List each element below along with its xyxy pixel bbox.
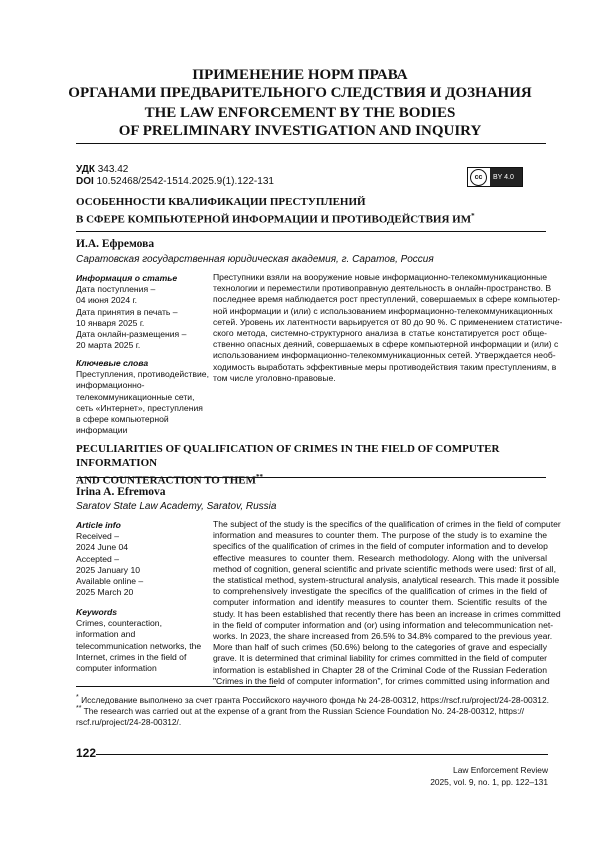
en-abstract-line: specifics of the qualification of crimes in the field of computer information and to develop [213, 541, 547, 552]
section-title-en-line1: THE LAW ENFORCEMENT BY THE BODIES [0, 104, 600, 122]
ru-article-title-line2: В СФЕРЕ КОМПЬЮТЕРНОЙ ИНФОРМАЦИИ И ПРОТИВОДЕЙСТВИЯ ИМ [76, 214, 471, 226]
ru-abstract-line: ского метода, системно-структурного анализа в статье констатируется рост обще- [213, 328, 547, 339]
ru-title-divider [76, 231, 546, 232]
section-title-ru-line1: ПРИМЕНЕНИЕ НОРМ ПРАВА [0, 66, 600, 84]
doi-value[interactable]: 10.52468/2542-1514.2025.9(1).122-131 [97, 176, 274, 187]
ru-keywords-line: информационно- [76, 380, 204, 391]
en-abstract-line: More than half of such crimes (50.6%) belong to the categories of grave and especially [213, 642, 547, 653]
doi-label: DOI [76, 176, 94, 187]
en-abstract-line: method of cognition, general scientific and private scientific methods were used: first of all, [213, 564, 547, 575]
en-abstract-line: works. In 2023, the share increased from 26.5% to 34.8% compared to the previous year. [213, 631, 547, 642]
license-label: BY 4.0 [490, 168, 522, 186]
en-footnote-ref[interactable]: ** [256, 473, 263, 481]
en-keywords-line: information and [76, 629, 204, 640]
ru-abstract-line: ной информации и (или) с использованием информационно-телекоммуникационных [213, 306, 547, 317]
udk-value: 343.42 [98, 164, 129, 175]
footnote-divider [76, 686, 276, 687]
en-info-line: Received – [76, 531, 204, 542]
ru-info-line: 20 марта 2025 г. [76, 340, 204, 351]
footnote-ru-text: Исследование выполнено за счет гранта Российского научного фонда № 24-28-00312, https://rscf.ru/project/24-28-00312. [81, 695, 549, 705]
journal-issue: 2025, vol. 9, no. 1, pp. 122–131 [430, 777, 548, 788]
article-page [0, 0, 600, 848]
ru-keywords [76, 358, 204, 436]
en-info-line: Accepted – [76, 554, 204, 565]
ru-abstract-line: том числе уголовно-правовые. [213, 373, 547, 384]
en-abstract-line: "Crimes in the field of computer information", for crimes committed using information and [213, 676, 547, 687]
ru-abstract [213, 272, 547, 384]
en-affiliation: Saratov State Law Academy, Saratov, Russia [76, 501, 276, 512]
ru-info-line: Дата принятия в печать – [76, 307, 204, 318]
ru-abstract-line: использованием информационно-телекоммуникационных сетей. Утверждается необ- [213, 350, 547, 361]
ru-abstract-line: последнее время наблюдается рост преступлений, совершаемых в сфере компьютер- [213, 294, 547, 305]
en-article-title-line1: PECULIARITIES OF QUALIFICATION OF CRIMES IN THE FIELD OF COMPUTER INFORMATION [76, 442, 546, 470]
en-keywords [76, 607, 204, 674]
ru-footnote-ref[interactable]: * [471, 212, 475, 220]
en-abstract-line: The subject of the study is the specifics of the qualification of crimes in the field of computer [213, 519, 547, 530]
footnote-ru-mark: * [76, 694, 79, 701]
en-article-info [76, 520, 204, 598]
en-abstract-line: study. It has been established that recently there has been an increase in crimes committed [213, 609, 547, 620]
ru-affiliation: Саратовская государственная юридическая академия, г. Саратов, Россия [76, 254, 434, 265]
en-info-line: 2025 January 10 [76, 565, 204, 576]
ru-author-name: И.А. Ефремова [76, 238, 154, 250]
ru-info-heading: Информация о статье [76, 273, 204, 284]
en-info-heading: Article info [76, 520, 204, 531]
ru-keywords-line: в сфере компьютерной [76, 414, 204, 425]
cc-license-badge[interactable] [467, 167, 523, 187]
en-abstract-line: effective measures to counter them. Research methodology. Along with the universal [213, 553, 547, 564]
footnote-en [76, 703, 548, 728]
en-info-line: 2024 June 04 [76, 542, 204, 553]
en-article-title [76, 442, 546, 488]
en-keywords-line: computer information [76, 663, 204, 674]
en-title-divider [76, 477, 546, 478]
ru-info-line: Дата поступления – [76, 284, 204, 295]
en-keywords-line: Crimes, counteraction, [76, 618, 204, 629]
en-abstract-line: computer information and identify measures to counter them. Scientific results of the [213, 597, 547, 608]
en-info-line: Available online – [76, 576, 204, 587]
footnote-en-line2[interactable]: rscf.ru/project/24-28-00312/. [76, 717, 548, 728]
title-divider [76, 143, 546, 144]
ru-keywords-line: телекоммуникационные сети, [76, 392, 204, 403]
en-keywords-line: telecommunication networks, the [76, 641, 204, 652]
section-title-en [0, 104, 600, 140]
en-article-title-line2: AND COUNTERACTION TO THEM [76, 475, 256, 487]
ru-abstract-line: технологии и переместили противоправную деятельность в онлайн-пространство. В [213, 283, 547, 294]
en-abstract-line: in the field of computer information and (or) using information and telecommunication net- [213, 620, 547, 631]
ru-abstract-line: ходимость выработать эффективные меры противодействия таким преступлениям, в [213, 362, 547, 373]
udk-label: УДК [76, 164, 95, 175]
ru-keywords-line: информации [76, 425, 204, 436]
ru-keywords-line: сеть «Интернет», преступления [76, 403, 204, 414]
en-abstract-line: information is established in Chapter 28 of the Criminal Code of the Russian Federation [213, 665, 547, 676]
en-abstract-line: the statistical method, system-structural analysis, analytical research. This made it possible [213, 575, 547, 586]
en-info-line: 2025 March 20 [76, 587, 204, 598]
en-author-name: Irina A. Efremova [76, 486, 166, 498]
footnote-en-line1: The research was carried out at the expense of a grant from the Russian Science Foundation No. 24-28-00312, https:// [84, 706, 524, 716]
en-keywords-heading: Keywords [76, 607, 204, 618]
page-number: 122 [76, 746, 96, 760]
footnote-en-mark: ** [76, 705, 81, 712]
footer-divider [96, 754, 548, 755]
journal-name: Law Enforcement Review [453, 765, 548, 776]
ru-abstract-line: ственно опасных деяний, совершаемых в сфере компьютерной информации и (или) с [213, 339, 547, 350]
section-title-ru-line2: ОРГАНАМИ ПРЕДВАРИТЕЛЬНОГО СЛЕДСТВИЯ И ДОЗНАНИЯ [0, 84, 600, 102]
en-abstract-line: information and measures to counter them. The purpose of the study is to examine the [213, 530, 547, 541]
en-keywords-line: Internet, crimes in the field of [76, 652, 204, 663]
doi-line [76, 175, 274, 188]
en-abstract-line: to comprehensively investigate the specifics of the qualification of crimes in the field of [213, 586, 547, 597]
ru-keywords-heading: Ключевые слова [76, 358, 204, 369]
ru-abstract-line: Преступники взяли на вооружение новые информационно-телекоммуникационные [213, 272, 547, 283]
en-abstract [213, 519, 547, 687]
ru-info-line: Дата онлайн-размещения – [76, 329, 204, 340]
creative-commons-icon: cc [470, 169, 487, 186]
ru-abstract-line: сетей. Уровень их латентности варьируется от 80 до 90 %. С применением статистиче- [213, 317, 547, 328]
ru-article-title-line1: ОСОБЕННОСТИ КВАЛИФИКАЦИИ ПРЕСТУПЛЕНИЙ [76, 195, 546, 209]
ru-article-info [76, 273, 204, 351]
en-abstract-line: grave. It is determined that criminal liability for crimes committed in the field of computer [213, 653, 547, 664]
ru-article-title [76, 195, 546, 227]
ru-info-line: 04 июня 2024 г. [76, 295, 204, 306]
ru-keywords-line: Преступления, противодействие, [76, 369, 204, 380]
section-title-en-line2: OF PRELIMINARY INVESTIGATION AND INQUIRY [0, 122, 600, 140]
ru-info-line: 10 января 2025 г. [76, 318, 204, 329]
section-title-ru [0, 66, 600, 102]
